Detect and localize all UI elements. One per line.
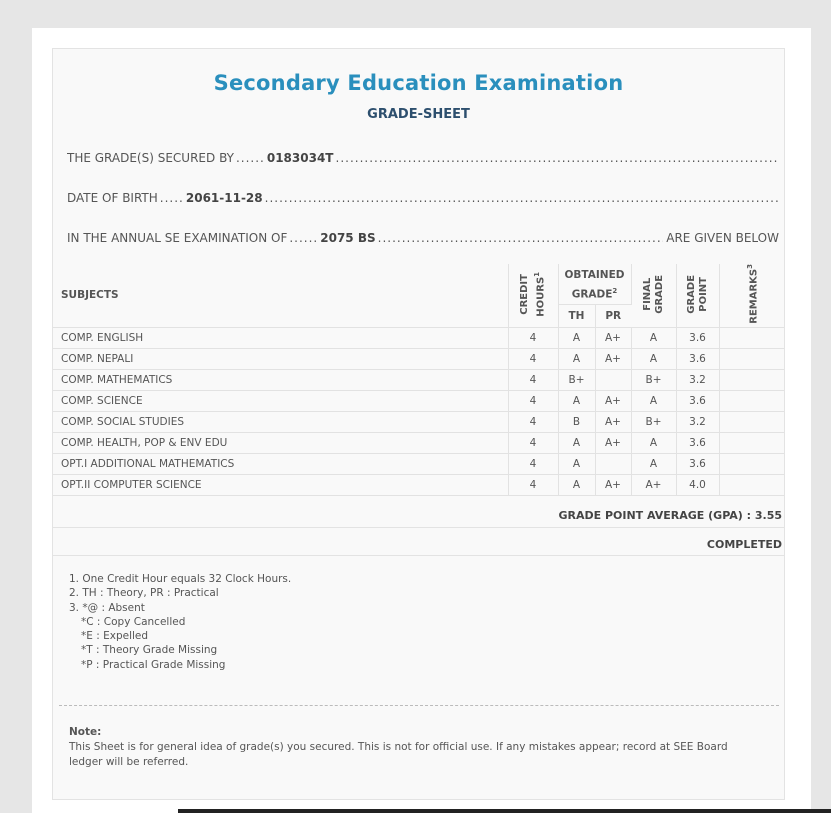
table-row [53,411,784,432]
symbol-number: 0183034T [266,151,334,165]
subject-cell: OPT.I ADDITIONAL MATHEMATICS [53,453,508,474]
grades-table [53,264,784,496]
credit-hours-cell: 4 [508,474,558,495]
note-text: This Sheet is for general idea of grade(s) you secured. This is not for official use. If any mistakes appear; record at SEE Board ledger will be referred. [69,741,728,768]
final-grade-cell: A [631,432,676,453]
page-title: Secondary Education Examination [213,71,624,95]
obtained-footnote-ref: 2 [612,287,618,296]
practical-grade-cell: A+ [595,432,631,453]
header-remarks [719,264,784,327]
credit-hours-cell: 4 [508,327,558,348]
table-row [53,432,784,453]
practical-grade-cell [595,369,631,390]
header-pr: PR [595,305,631,328]
remarks-footnote-ref: 3 [745,264,754,269]
window-bottom-bar [178,809,831,813]
dob-label: DATE OF BIRTH [67,191,158,205]
subject-cell: COMP. NEPALI [53,348,508,369]
grade-point-cell: 3.2 [676,369,719,390]
theory-grade-cell: A [558,432,595,453]
remarks-cell [719,474,784,495]
footnote-item: 1. One Credit Hour equals 32 Clock Hours. [69,573,292,585]
theory-grade-cell: A [558,453,595,474]
dashed-divider [59,705,779,706]
final-grade-cell: A [631,390,676,411]
credit-hours-cell: 4 [508,411,558,432]
theory-grade-cell: A [558,390,595,411]
footnote-item: *C : Copy Cancelled [81,615,186,628]
remarks-label: REMARKS [747,268,759,324]
footnote-item: *T : Theory Grade Missing [81,644,218,657]
final-grade-cell: A [631,327,676,348]
grade-point-cell: 3.6 [676,432,719,453]
grade-point-cell: 3.2 [676,411,719,432]
date-of-birth: 2061-11-28 [185,191,263,205]
table-row [53,474,784,495]
remarks-cell [719,348,784,369]
table-row [53,369,784,390]
practical-grade-cell [595,453,631,474]
table-row [53,390,784,411]
practical-grade-cell: A+ [595,327,631,348]
theory-grade-cell: A [558,348,595,369]
footnote-item: *P : Practical Grade Missing [81,658,226,671]
note-heading: Note: [69,726,102,738]
dotted-filler [376,231,664,245]
secured-by-line [67,151,779,169]
final-grade-cell: A [631,453,676,474]
dotted-filler [334,151,780,165]
credit-hours-cell: 4 [508,348,558,369]
practical-grade-cell: A+ [595,390,631,411]
exam-label: IN THE ANNUAL SE EXAMINATION OF [67,231,288,245]
grade-sheet [52,48,785,800]
grade-point-cell: 3.6 [676,453,719,474]
subject-cell: OPT.II COMPUTER SCIENCE [53,474,508,495]
theory-grade-cell: B+ [558,369,595,390]
divider [53,527,784,528]
final-grade-cell: A+ [631,474,676,495]
table-row [53,348,784,369]
header-final-grade [631,264,676,327]
obtained-grade-label: OBTAINED GRADE [564,269,625,301]
exam-year: 2075 BS [320,231,376,245]
practical-grade-cell: A+ [595,474,631,495]
theory-grade-cell: A [558,474,595,495]
grade-point-cell: 3.6 [676,327,719,348]
exam-dots: ...... [289,231,319,245]
footnote-item: 2. TH : Theory, PR : Practical [69,587,219,600]
grade-point-cell: 3.6 [676,348,719,369]
theory-grade-cell: A [558,327,595,348]
footnote-item: 3. *@ : Absent [69,601,145,614]
theory-grade-cell: B [558,411,595,432]
final-grade-cell: B+ [631,369,676,390]
table-row [53,453,784,474]
header-subjects: SUBJECTS [53,264,508,327]
final-grade-cell: A [631,348,676,369]
gpa-summary: GRADE POINT AVERAGE (GPA) : 3.55 [558,509,782,522]
final-grade-label: FINAL GRADE [641,274,665,314]
practical-grade-cell: A+ [595,411,631,432]
table-row [53,327,784,348]
credit-hours-cell: 4 [508,390,558,411]
exam-line [67,231,779,249]
credit-hours-cell: 4 [508,432,558,453]
final-grade-cell: B+ [631,411,676,432]
result-status: COMPLETED [706,538,782,551]
header-grade-point [676,264,719,327]
grade-point-label: GRADE POINT [685,274,709,314]
footnotes [69,572,291,672]
footnote-item: *E : Expelled [81,630,149,643]
secured-by-dots: ...... [235,151,265,165]
remarks-cell [719,390,784,411]
secured-by-label: THE GRADE(S) SECURED BY [67,151,234,165]
subject-cell: COMP. MATHEMATICS [53,369,508,390]
credit-hours-cell: 4 [508,369,558,390]
subject-cell: COMP. HEALTH, POP & ENV EDU [53,432,508,453]
credit-footnote-ref: 1 [532,271,541,277]
remarks-cell [719,453,784,474]
header-th: TH [558,305,595,328]
subject-cell: COMP. SCIENCE [53,390,508,411]
remarks-cell [719,369,784,390]
header-credit-hours [508,264,558,327]
subject-cell: COMP. SOCIAL STUDIES [53,411,508,432]
remarks-cell [719,327,784,348]
grade-point-cell: 4.0 [676,474,719,495]
page-subtitle: GRADE-SHEET [367,107,470,122]
exam-tail: ARE GIVEN BELOW [666,231,779,245]
dob-dots: ..... [159,191,184,205]
dotted-filler [263,191,779,205]
divider [53,555,784,556]
subject-cell: COMP. ENGLISH [53,327,508,348]
credit-hours-label: CREDIT HOURS [518,273,547,317]
remarks-cell [719,411,784,432]
remarks-cell [719,432,784,453]
page-container [32,28,811,813]
grade-point-cell: 3.6 [676,390,719,411]
credit-hours-cell: 4 [508,453,558,474]
dob-line [67,191,779,209]
practical-grade-cell: A+ [595,348,631,369]
header-obtained-grade [558,264,631,305]
